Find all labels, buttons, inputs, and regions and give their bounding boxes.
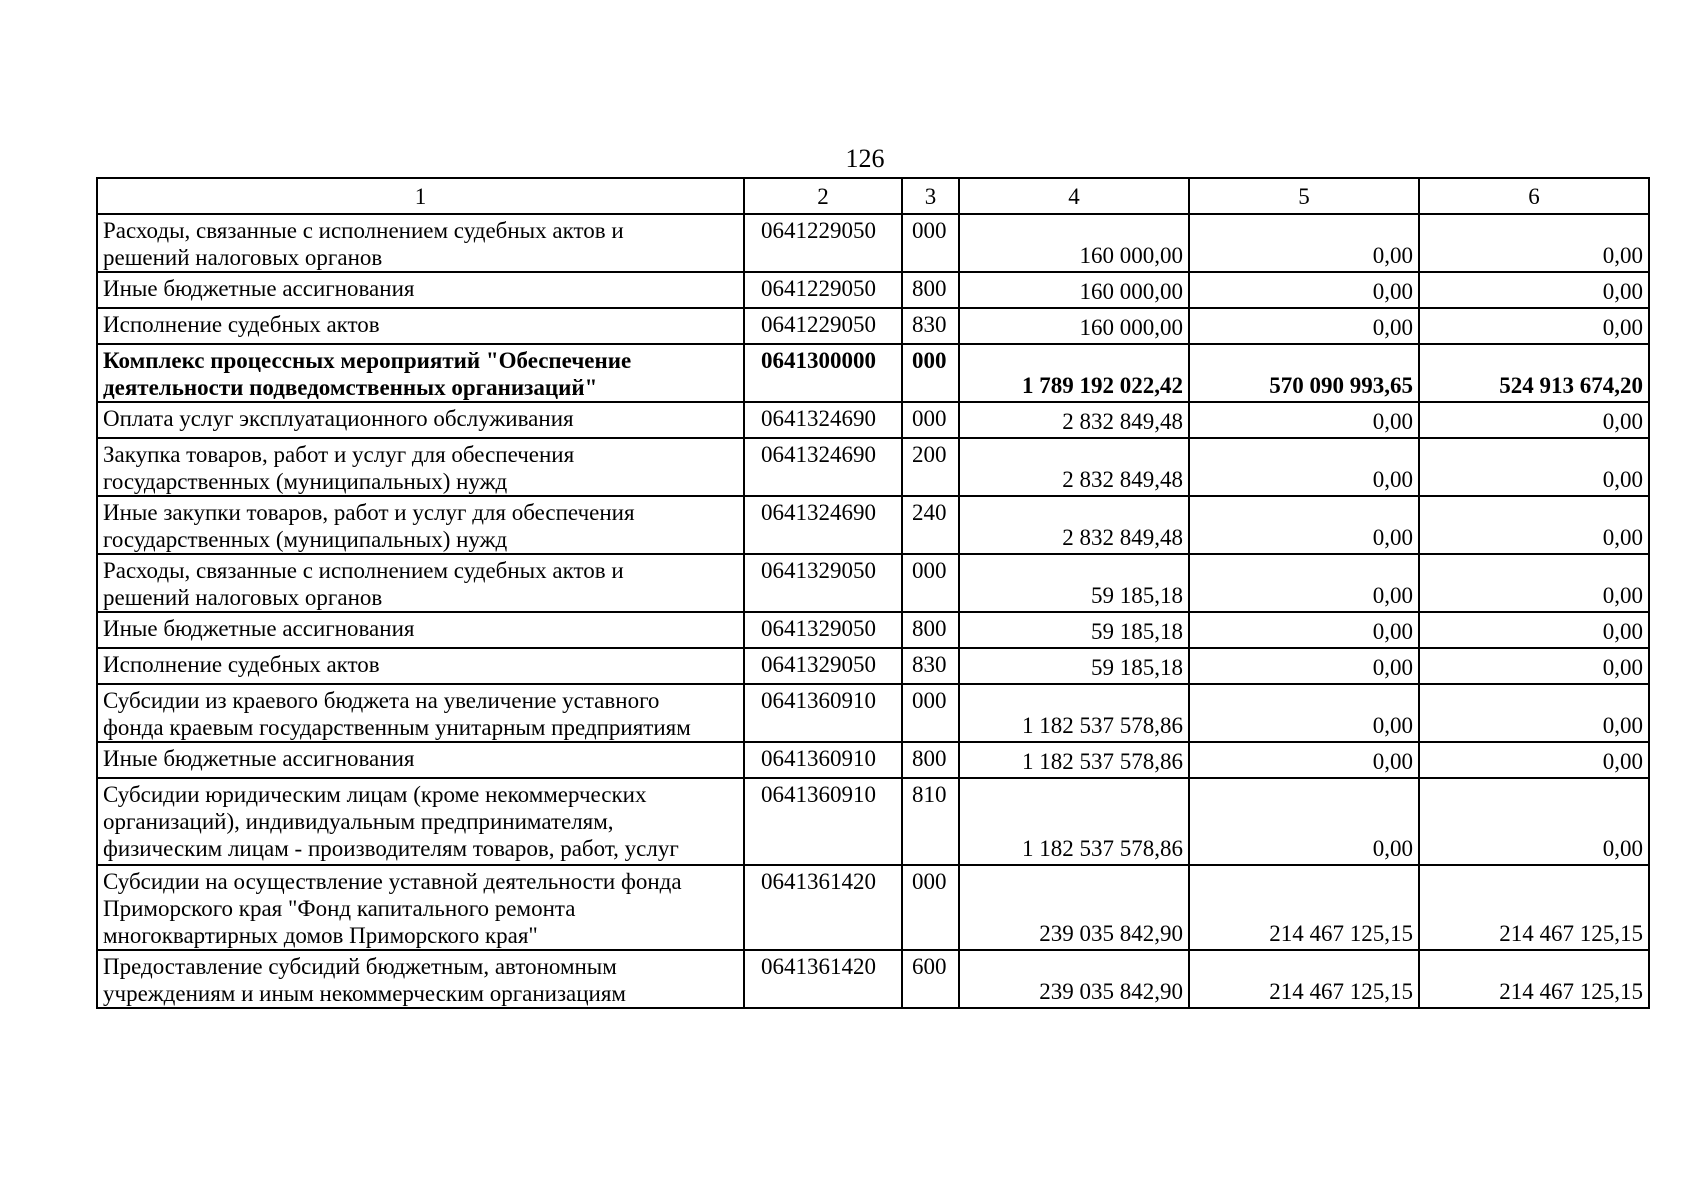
cell-amount-col6: 0,00 [1419,496,1649,554]
cell-amount-col4: 59 185,18 [959,648,1189,684]
cell-amount-col4: 160 000,00 [959,214,1189,272]
cell-target-code: 0641360910 [744,684,902,742]
cell-amount-col4: 239 035 842,90 [959,865,1189,950]
cell-name: Закупка товаров, работ и услуг для обеспечения государственных (муниципальных) нужд [97,438,744,496]
cell-expense-type: 000 [902,214,959,272]
cell-amount-col4: 160 000,00 [959,272,1189,308]
cell-amount-col5: 214 467 125,15 [1189,865,1419,950]
cell-amount-col4: 2 832 849,48 [959,438,1189,496]
cell-name: Расходы, связанные с исполнением судебных актов и решений налоговых органов [97,554,744,612]
column-header: 6 [1419,178,1649,214]
cell-target-code: 0641329050 [744,554,902,612]
table-row [97,742,1649,778]
table-row [97,778,1649,865]
cell-amount-col5: 0,00 [1189,648,1419,684]
cell-expense-type: 000 [902,554,959,612]
cell-target-code: 0641324690 [744,438,902,496]
table-row [97,612,1649,648]
cell-amount-col6: 0,00 [1419,778,1649,865]
table-row [97,950,1649,1008]
cell-amount-col4: 2 832 849,48 [959,496,1189,554]
cell-expense-type: 000 [902,402,959,438]
page-number: 126 [845,144,885,173]
cell-name: Иные бюджетные ассигнования [97,742,744,778]
table-row [97,496,1649,554]
column-header: 1 [97,178,744,214]
table-row [97,344,1649,402]
budget-table [96,177,1650,1009]
cell-amount-col5: 0,00 [1189,402,1419,438]
cell-amount-col6: 524 913 674,20 [1419,344,1649,402]
cell-amount-col5: 214 467 125,15 [1189,950,1419,1008]
table-row [97,865,1649,950]
cell-target-code: 0641329050 [744,612,902,648]
cell-name: Исполнение судебных актов [97,308,744,344]
cell-name: Иные бюджетные ассигнования [97,272,744,308]
cell-name: Иные закупки товаров, работ и услуг для обеспечения государственных (муниципальных) нужд [97,496,744,554]
table-row [97,308,1649,344]
cell-name: Оплата услуг эксплуатационного обслуживания [97,402,744,438]
cell-amount-col5: 0,00 [1189,684,1419,742]
cell-amount-col5: 0,00 [1189,496,1419,554]
cell-name: Субсидии из краевого бюджета на увеличение уставного фонда краевым государственным унитарным предприятиям [97,684,744,742]
cell-amount-col4: 1 182 537 578,86 [959,742,1189,778]
cell-name: Субсидии на осуществление уставной деятельности фонда Приморского края "Фонд капитального ремонта многоквартирных домов Приморского края" [97,865,744,950]
cell-amount-col5: 0,00 [1189,214,1419,272]
cell-amount-col5: 0,00 [1189,272,1419,308]
cell-target-code: 0641324690 [744,402,902,438]
table-row [97,554,1649,612]
cell-target-code: 0641229050 [744,308,902,344]
cell-amount-col5: 570 090 993,65 [1189,344,1419,402]
cell-amount-col5: 0,00 [1189,742,1419,778]
cell-expense-type: 000 [902,344,959,402]
cell-expense-type: 810 [902,778,959,865]
table-row [97,438,1649,496]
cell-amount-col6: 0,00 [1419,648,1649,684]
cell-target-code: 0641300000 [744,344,902,402]
column-header: 5 [1189,178,1419,214]
cell-target-code: 0641229050 [744,272,902,308]
cell-amount-col6: 214 467 125,15 [1419,950,1649,1008]
cell-amount-col5: 0,00 [1189,438,1419,496]
cell-amount-col6: 0,00 [1419,214,1649,272]
column-header: 2 [744,178,902,214]
cell-expense-type: 200 [902,438,959,496]
cell-target-code: 0641360910 [744,778,902,865]
cell-amount-col6: 0,00 [1419,438,1649,496]
table-row [97,684,1649,742]
cell-expense-type: 000 [902,684,959,742]
cell-amount-col6: 0,00 [1419,272,1649,308]
column-header: 4 [959,178,1189,214]
cell-amount-col4: 1 789 192 022,42 [959,344,1189,402]
cell-amount-col4: 239 035 842,90 [959,950,1189,1008]
cell-amount-col4: 1 182 537 578,86 [959,684,1189,742]
cell-amount-col4: 160 000,00 [959,308,1189,344]
cell-expense-type: 830 [902,648,959,684]
table-row [97,214,1649,272]
cell-expense-type: 000 [902,865,959,950]
cell-expense-type: 800 [902,272,959,308]
cell-amount-col6: 0,00 [1419,308,1649,344]
cell-amount-col4: 59 185,18 [959,612,1189,648]
cell-target-code: 0641361420 [744,950,902,1008]
cell-target-code: 0641329050 [744,648,902,684]
cell-amount-col4: 2 832 849,48 [959,402,1189,438]
cell-target-code: 0641324690 [744,496,902,554]
cell-target-code: 0641360910 [744,742,902,778]
cell-name: Субсидии юридическим лицам (кроме некоммерческих организаций), индивидуальным предпринимателям, физическим лицам - производителям товаров, работ, услуг [97,778,744,865]
cell-amount-col5: 0,00 [1189,612,1419,648]
cell-expense-type: 800 [902,742,959,778]
cell-amount-col4: 1 182 537 578,86 [959,778,1189,865]
cell-amount-col6: 0,00 [1419,742,1649,778]
cell-name: Предоставление субсидий бюджетным, автономным учреждениям и иным некоммерческим организациям [97,950,744,1008]
cell-target-code: 0641361420 [744,865,902,950]
cell-amount-col6: 214 467 125,15 [1419,865,1649,950]
cell-amount-col4: 59 185,18 [959,554,1189,612]
table-row [97,648,1649,684]
cell-name: Расходы, связанные с исполнением судебных актов и решений налоговых органов [97,214,744,272]
cell-expense-type: 240 [902,496,959,554]
cell-expense-type: 600 [902,950,959,1008]
cell-name: Исполнение судебных актов [97,648,744,684]
cell-amount-col6: 0,00 [1419,554,1649,612]
cell-expense-type: 800 [902,612,959,648]
cell-amount-col5: 0,00 [1189,554,1419,612]
cell-amount-col5: 0,00 [1189,778,1419,865]
cell-amount-col6: 0,00 [1419,402,1649,438]
table-row [97,402,1649,438]
cell-name: Комплекс процессных мероприятий "Обеспечение деятельности подведомственных организаций" [97,344,744,402]
table-header-row [97,178,1649,214]
cell-expense-type: 830 [902,308,959,344]
cell-amount-col6: 0,00 [1419,684,1649,742]
column-header: 3 [902,178,959,214]
cell-name: Иные бюджетные ассигнования [97,612,744,648]
cell-amount-col5: 0,00 [1189,308,1419,344]
cell-amount-col6: 0,00 [1419,612,1649,648]
table-row [97,272,1649,308]
cell-target-code: 0641229050 [744,214,902,272]
